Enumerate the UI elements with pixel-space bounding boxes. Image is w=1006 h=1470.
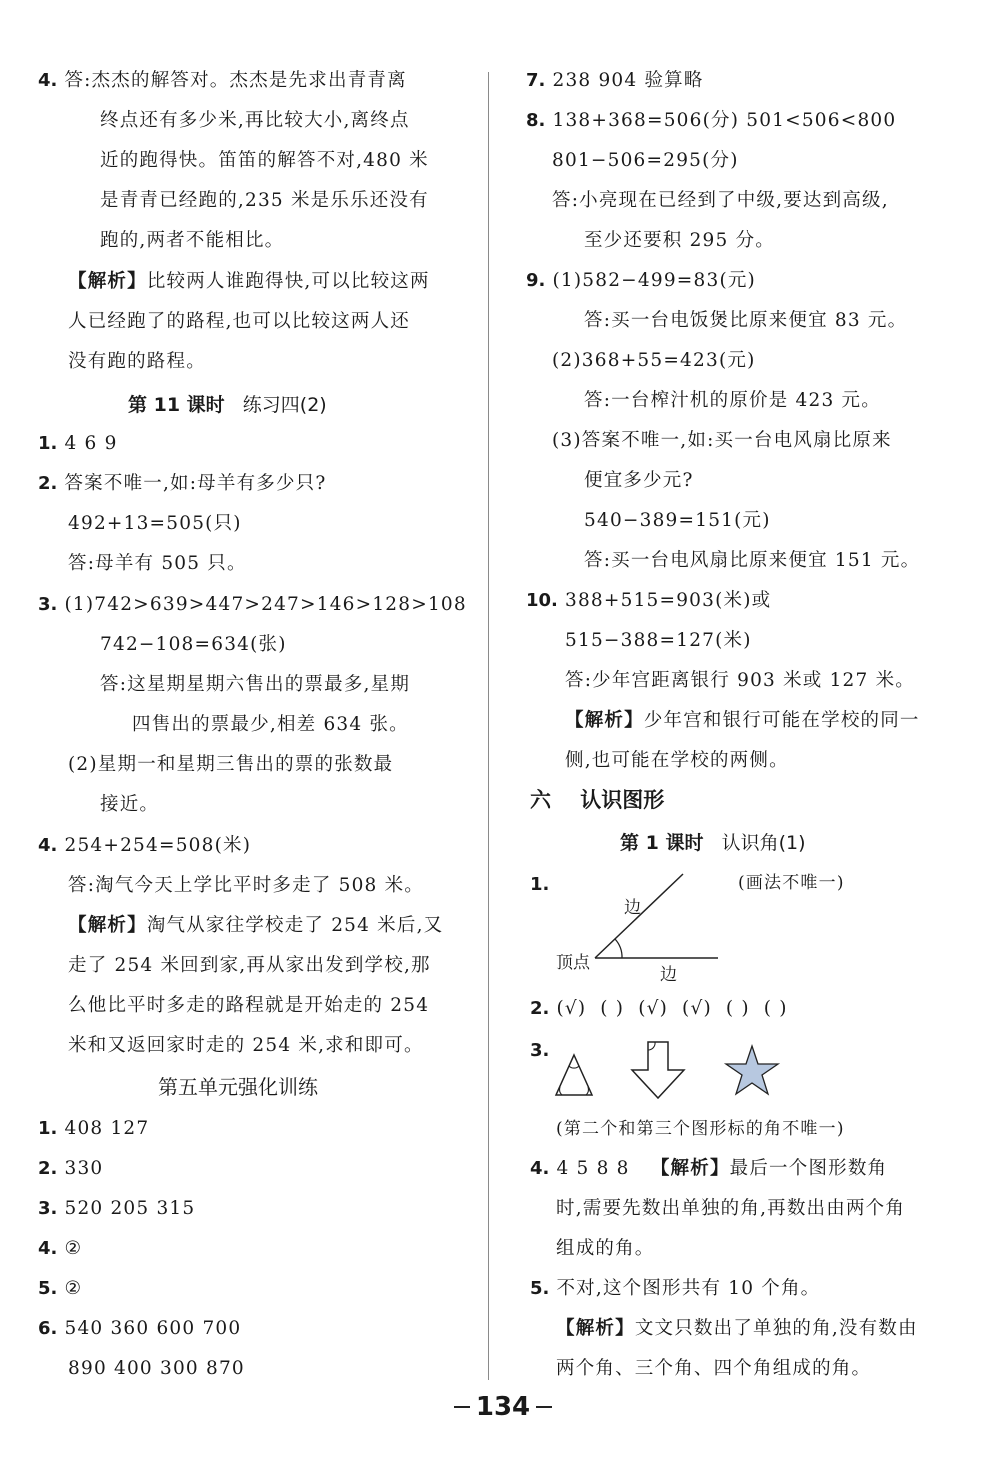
r-q3-number: 3.	[530, 1040, 550, 1061]
down-arrow-shape	[632, 1042, 684, 1098]
l11-q2-line-3: 答:母羊有 505 只。	[68, 553, 247, 574]
q4-line-2: 终点还有多少米,再比较大小,离终点	[100, 110, 410, 131]
check-mark: ( )	[763, 998, 788, 1019]
r-q8-line-1: 8. 138+368=506(分) 501<506<800	[526, 110, 897, 131]
analysis-tag: 【解析】	[68, 271, 147, 292]
r-q8-line-4: 至少还要积 295 分。	[584, 230, 775, 251]
l11-q4-line-1: 4. 254+254=508(米)	[38, 835, 252, 856]
analysis-tag: 【解析】	[556, 1318, 635, 1339]
q4-analysis-2: 人已经跑了的路程,也可以比较这两人还	[68, 311, 410, 332]
r-q9-line-7: 540−389=151(元)	[584, 510, 771, 531]
page-number: 134	[475, 1392, 531, 1422]
r-q10-line-2: 515−388=127(米)	[565, 630, 752, 651]
r-q4-line-3: 组成的角。	[556, 1238, 655, 1259]
check-mark: ( )	[725, 998, 750, 1019]
l11-q3-line-2: 742−108=634(张)	[100, 634, 287, 655]
r-q9-line-2: 答:买一台电饭煲比原来便宜 83 元。	[584, 310, 908, 331]
r-q10-line-1: 10. 388+515=903(米)或	[526, 590, 772, 611]
r-q5-line-1: 5. 不对,这个图形共有 10 个角。	[530, 1278, 821, 1299]
l11-q1: 1. 4 6 9	[38, 433, 118, 454]
l11-q3-line-6: 接近。	[100, 794, 160, 815]
side-label-lower: 边	[660, 965, 677, 985]
r-q8-line-3: 答:小亮现在已经到了中级,要达到高级,	[552, 190, 889, 211]
r-q10-analysis-2: 侧,也可能在学校的两侧。	[565, 750, 789, 771]
r-q8-line-2: 801−506=295(分)	[552, 150, 739, 171]
r-q1-note: (画法不唯一)	[738, 873, 845, 893]
r-q5-analysis-2: 两个角、三个角、四个角组成的角。	[556, 1358, 872, 1379]
q4-analysis-1: 【解析】比较两人谁跑得快,可以比较这两	[68, 271, 430, 292]
r-q5-analysis-1: 【解析】文文只数出了单独的角,没有数由	[556, 1318, 918, 1339]
q4-analysis-3: 没有跑的路程。	[68, 351, 206, 372]
side-label-upper: 边	[624, 898, 641, 918]
r-q9-line-5: (3)答案不唯一,如:买一台电风扇比原来	[552, 430, 892, 451]
u5-q4: 4. ②	[38, 1238, 83, 1259]
triangle-shape	[556, 1055, 592, 1095]
l11-q3-line-1: 3. (1)742>639>447>247>146>128>108	[38, 594, 467, 615]
check-mark: (√)	[556, 998, 587, 1019]
u5-q3: 3. 520 205 315	[38, 1198, 196, 1219]
section-6-title: 六 认识图形	[530, 788, 665, 812]
r-q7: 7. 238 904 验算略	[526, 70, 704, 91]
r-q4-line-2: 时,需要先数出单独的角,再数出由两个角	[556, 1198, 906, 1219]
q4-line-3: 近的跑得快。笛笛的解答不对,480 米	[100, 150, 429, 171]
r-q9-line-3: (2)368+55=423(元)	[552, 350, 756, 371]
lesson-1-heading: 第 1 课时 认识角(1)	[620, 832, 806, 854]
check-mark: (√)	[638, 998, 669, 1019]
angle-arc	[615, 939, 622, 958]
lesson-11-heading: 第 11 课时 练习四(2)	[128, 394, 327, 416]
r-q10-analysis-1: 【解析】少年宫和银行可能在学校的同一	[565, 710, 920, 731]
vertex-label: 顶点	[556, 953, 590, 973]
l11-q2-line-2: 492+13=505(只)	[68, 513, 242, 534]
l11-q3-line-3: 答:这星期星期六售出的票最多,星期	[100, 674, 411, 695]
l11-q3-line-4: 四售出的票最少,相差 634 张。	[132, 714, 409, 735]
r-q2: 2. (√) ( ) (√) (√) ( ) ( )	[530, 996, 802, 1022]
l11-q3-line-5: (2)星期一和星期三售出的票的张数最	[68, 754, 394, 775]
r-q9-line-6: 便宜多少元?	[584, 470, 694, 491]
l11-q4-analysis-4: 米和又返回家时走的 254 米,求和即可。	[68, 1035, 424, 1056]
analysis-tag: 【解析】	[650, 1158, 730, 1179]
check-mark: ( )	[600, 998, 625, 1019]
footer-dash-right	[536, 1406, 552, 1408]
u5-q1: 1. 408 127	[38, 1118, 150, 1139]
u5-q5: 5. ②	[38, 1278, 83, 1299]
check-mark: (√)	[682, 998, 712, 1019]
q4-line-5: 跑的,两者不能相比。	[100, 230, 285, 251]
star-shape	[726, 1046, 778, 1094]
analysis-tag: 【解析】	[68, 915, 147, 936]
q4-line-4: 是青青已经跑的,235 米是乐乐还没有	[100, 190, 429, 211]
unit5-heading: 第五单元强化训练	[158, 1075, 318, 1099]
l11-q2-line-1: 2. 答案不唯一,如:母羊有多少只?	[38, 473, 327, 494]
r-q9-line-4: 答:一台榨汁机的原价是 423 元。	[584, 390, 881, 411]
r-q9-line-8: 答:买一台电风扇比原来便宜 151 元。	[584, 550, 921, 571]
r-q3-note: (第二个和第三个图形标的角不唯一)	[556, 1119, 845, 1139]
footer-dash-left	[454, 1406, 470, 1408]
q4-line-1: 4. 答:杰杰的解答对。杰杰是先求出青青离	[38, 70, 407, 91]
column-divider	[488, 72, 489, 1380]
u5-q6-line-1: 6. 540 360 600 700	[38, 1318, 242, 1339]
page-footer	[0, 1392, 1006, 1422]
r-q4-line-1: 4. 4 5 8 8 【解析】最后一个图形数角	[530, 1158, 888, 1179]
r-q9-line-1: 9. (1)582−499=83(元)	[526, 270, 756, 291]
u5-q6-line-2: 890 400 300 870	[68, 1358, 245, 1379]
l11-q4-analysis-2: 走了 254 米回到家,再从家出发到学校,那	[68, 955, 431, 976]
r-q10-line-3: 答:少年宫距离银行 903 米或 127 米。	[565, 670, 915, 691]
l11-q4-analysis-3: 么他比平时多走的路程就是开始走的 254	[68, 995, 430, 1016]
l11-q4-analysis-1: 【解析】淘气从家往学校走了 254 米后,又	[68, 915, 444, 936]
r-q1-number: 1.	[530, 874, 550, 895]
l11-q4-line-2: 答:淘气今天上学比平时多走了 508 米。	[68, 875, 425, 896]
u5-q2: 2. 330	[38, 1158, 104, 1179]
shapes-row	[552, 1040, 792, 1100]
analysis-tag: 【解析】	[565, 710, 644, 731]
